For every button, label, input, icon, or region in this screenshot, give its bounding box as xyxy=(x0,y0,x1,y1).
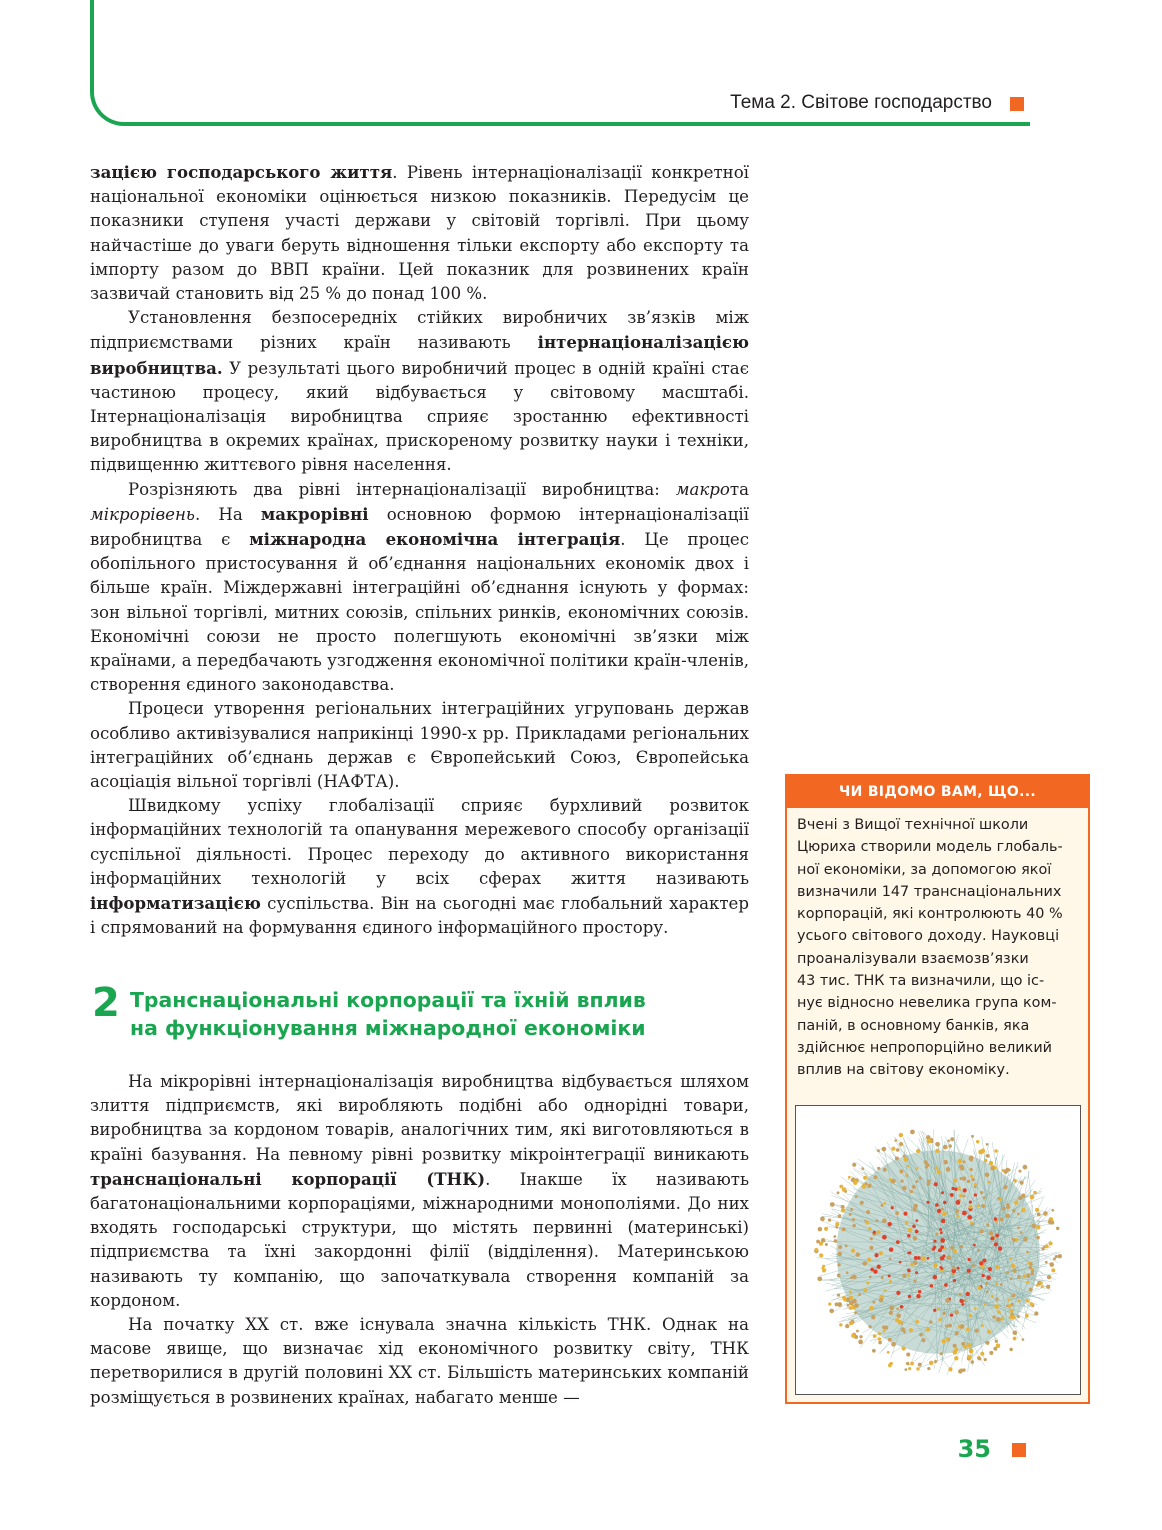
text-run: макро xyxy=(675,479,730,499)
sidebar-line: нує відносно невелика група ком- xyxy=(797,995,1057,1012)
paragraph xyxy=(90,306,749,477)
section-title xyxy=(130,986,646,1042)
text-run: основною формою інтернаціоналізації виробництва є xyxy=(90,504,749,550)
text-run: макрорівні xyxy=(260,503,369,524)
page-number-square-marker xyxy=(1012,1443,1026,1457)
did-you-know-heading: ЧИ ВІДОМО ВАМ, ЩО... xyxy=(787,776,1088,808)
sidebar-line: 43 тис. ТНК та визначили, що іс- xyxy=(797,973,1045,990)
page-number: 35 xyxy=(957,1435,991,1463)
sidebar-line: вплив на світову економіку. xyxy=(797,1062,1010,1079)
text-run: суспільства. Він на сьогодні має глобальний характер і спрямований на формування єдиного інформаційного простору. xyxy=(90,894,749,938)
paragraph xyxy=(90,697,749,794)
paragraph xyxy=(90,1070,749,1313)
section-text xyxy=(90,1070,749,1410)
text-run: Процеси утворення регіональних інтеграційних угруповань держав особливо активізувалися наприкінці 1990-х рр. Прикладами регіональних інтеграційних об’єднань держав є Європейський Союз, Європейська асоціація вільної торгівлі (НАФТА). xyxy=(90,699,749,792)
text-run: транснаціональні корпорації (ТНК) xyxy=(90,1168,486,1189)
text-run: Розрізняють два рівні інтернаціоналізації виробництва: xyxy=(128,479,676,499)
sidebar-line: усього світового доходу. Науковці xyxy=(797,928,1060,945)
text-run: Швидкому успіху глобалізації сприяє бурхливий розвиток інформаційних технологій та опанування мережевого способу організації суспільної діяльності. Процес переходу до активного використання інформаційних технологій у всіх сферах життя називають xyxy=(90,796,749,888)
text-run: та xyxy=(729,479,749,499)
sidebar-line: проаналізували взаємозв’язки xyxy=(797,950,1029,967)
text-run: . Рівень інтернаціоналізації конкретної національної економіки оцінюється низкою показників. Передусім це показники ступеня участі держави у світовій торгівлі. При цьому найчастіше до уваги беруть відношення тільки експорту або експорту та імпорту разом до ВВП країни. Цей показник для розвинених країн зазвичай становить від 25 % до понад 100 %. xyxy=(90,163,749,304)
text-run: У результаті цього виробничий процес в одній країні стає частиною процесу, який відбувається у світовому масштабі. Інтернаціоналізація виробництва сприяє зростанню ефективності виробництва в окремих країнах, прискореному розвитку науки і техніки, підвищенню життєвого рівня населення. xyxy=(90,358,749,475)
network-graph-svg xyxy=(796,1106,1080,1394)
text-run: На початку XX ст. вже існувала значна кількість ТНК. Однак на масове явище, що визначає хід економічного розвитку світу, ТНК перетворилися в другій половині XX ст. Більшість материнських компаній розміщується в розвинених країнах, набагато менше — xyxy=(90,1315,749,1407)
text-run: . На xyxy=(194,504,261,524)
did-you-know-text xyxy=(797,814,1082,1082)
running-header: Тема 2. Світове господарство xyxy=(730,92,992,113)
sidebar-line: паній, в основному банків, яка xyxy=(797,1017,1030,1034)
sidebar-line: Вчені з Вищої технічної школи xyxy=(797,817,1029,833)
section-title-line2: на функціонування міжнародної економіки xyxy=(130,1016,646,1040)
text-run: інформатизацією xyxy=(90,893,261,914)
text-run: . Інакше їх називають багатонаціональними корпораціями, міжнародними монополіями. До них входять господарські структури, що містять первинні (материнські) підприємства та їхні закордонні філії (відділення). Материнською називають ту компанію, що започаткувала створення компаній за кордоном. xyxy=(90,1169,749,1310)
sidebar-line: Цюриха створили модель глобаль- xyxy=(797,839,1063,856)
sidebar-line: визначили 147 транснаціональних xyxy=(797,883,1062,900)
sidebar-line: ної економіки, за допомогою якої xyxy=(797,861,1052,878)
text-run: . Це процес обопільного пристосування й об’єднання національних економік двох і більше країн. Міждержавні інтеграційні об’єднання існують у формах: зон вільної торгівлі, митних союзів, спільних ринків, економічних союзів. Економічні союзи не просто полегшують економічні зв’язки між країнами, а передбачають узгодження економічної політики країн-членів, створення єдиного законодавства. xyxy=(90,530,749,695)
paragraph xyxy=(90,478,749,698)
paragraph xyxy=(90,1313,749,1410)
text-run: міжнародна економічна інтеграція xyxy=(249,529,621,550)
sidebar-line: корпорацій, які контролюють 40 % xyxy=(797,906,1063,923)
paragraph xyxy=(90,794,749,940)
text-run: На мікрорівні інтернаціоналізація виробництва відбувається шляхом злиття підприємств, які виробляють подібні або однорідні товари, виробництва за кордоном товарів, аналогічних тим, які виготовляються в країні базування. На певному рівні розвитку мікроінтеграції виникають xyxy=(90,1072,749,1164)
section-number: 2 xyxy=(92,980,120,1026)
paragraph xyxy=(90,160,749,306)
sidebar-line: здійснює непропорційно великий xyxy=(797,1039,1053,1056)
section-title-line1: Транснаціональні корпорації та їхній вплив xyxy=(130,988,646,1012)
main-text xyxy=(90,160,749,941)
header-square-marker xyxy=(1010,97,1024,111)
text-run: зацією господарського життя xyxy=(90,162,393,182)
text-run: мікрорівень xyxy=(90,504,195,524)
text-run: інтернаціоналізацією виробництва. xyxy=(90,332,749,378)
network-graph-image xyxy=(795,1105,1081,1395)
text-run: Установлення безпосередніх стійких виробничих зв’язків між підприємствами різних країн називають xyxy=(90,308,749,353)
